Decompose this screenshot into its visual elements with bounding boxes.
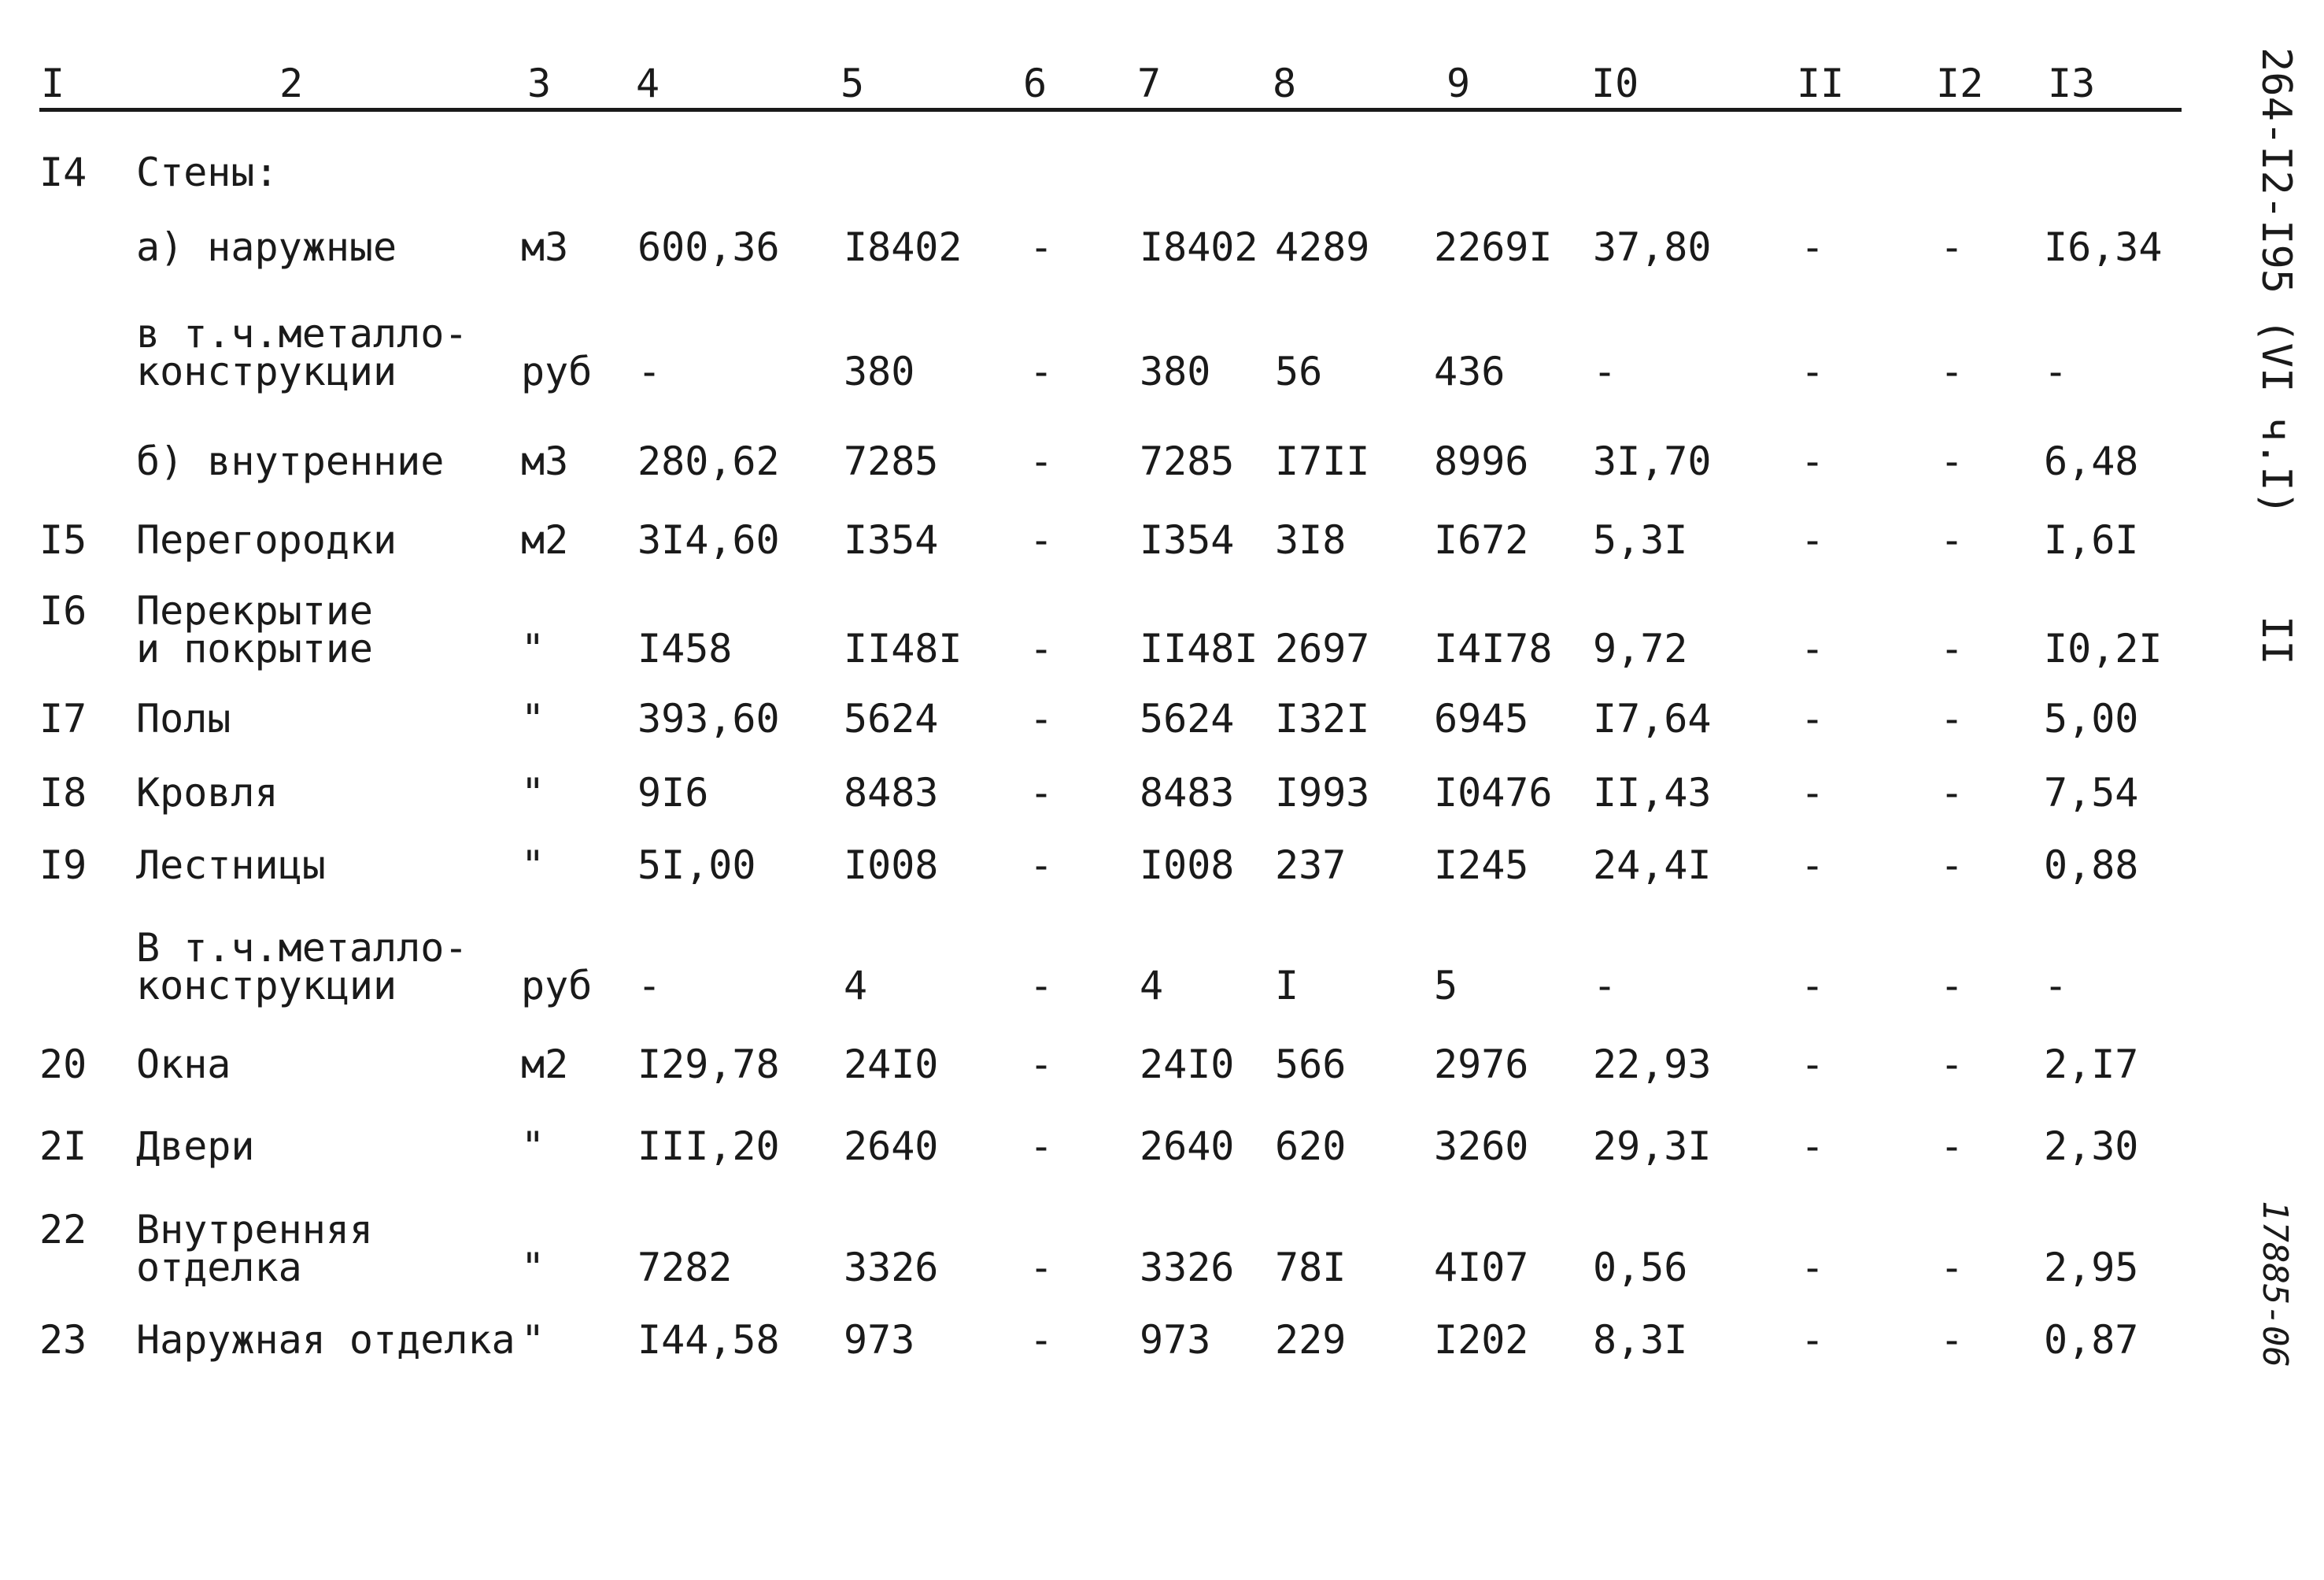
table-cell: 78I (1275, 1245, 1347, 1290)
table-cell: 24I0 (1140, 1042, 1235, 1087)
table-cell: 3326 (844, 1245, 939, 1290)
table-cell: - (1801, 1317, 1825, 1363)
table-cell: 973 (1140, 1317, 1211, 1363)
row-number: I4 (39, 150, 87, 195)
table-cell: - (1801, 1042, 1825, 1087)
table-cell: - (1940, 1042, 1964, 1087)
table-cell: - (1940, 517, 1964, 563)
table-cell: " (521, 1317, 545, 1363)
table-cell: 2640 (1140, 1123, 1235, 1169)
table-cell: - (1801, 963, 1825, 1008)
table-cell: - (1029, 349, 1054, 394)
table-cell: - (1593, 349, 1617, 394)
table-cell: 56 (1275, 349, 1323, 394)
row-name: б) внутренние (136, 438, 445, 484)
row-number: I5 (39, 517, 87, 563)
table-cell: - (1940, 1317, 1964, 1363)
table-cell: 9I6 (637, 770, 709, 816)
table-cell: I44,58 (637, 1317, 780, 1363)
column-header: I (41, 61, 65, 106)
table-cell: 436 (1434, 349, 1506, 394)
table-cell: 24I0 (844, 1042, 939, 1087)
table-cell: " (521, 770, 545, 816)
table-cell: - (1801, 349, 1825, 394)
table-cell: 380 (1140, 349, 1211, 394)
table-cell: 600,36 (637, 224, 780, 270)
table-cell: 4 (844, 963, 868, 1008)
table-cell: I0476 (1434, 770, 1553, 816)
table-cell: - (2044, 349, 2068, 394)
table-cell: руб (521, 963, 593, 1008)
table-cell: м2 (521, 1042, 569, 1087)
table-cell: - (1940, 1123, 1964, 1169)
row-name: Перекрытие (136, 588, 374, 634)
table-cell: 566 (1275, 1042, 1347, 1087)
table-cell: 5 (1434, 963, 1458, 1008)
row-name: Внутренняя (136, 1207, 374, 1253)
table-cell: I6,34 (2044, 224, 2163, 270)
table-cell: м3 (521, 438, 569, 484)
table-cell: II48I (1140, 626, 1258, 672)
row-name: Двери (136, 1123, 255, 1169)
table-cell: 393,60 (637, 696, 780, 742)
row-number: I6 (39, 588, 87, 634)
table-cell: - (637, 349, 662, 394)
row-name: и покрытие (136, 626, 374, 672)
table-cell: - (1940, 770, 1964, 816)
table-cell: 7282 (637, 1245, 733, 1290)
row-name: В т.ч.металло- (136, 925, 468, 971)
table-cell: I8402 (844, 224, 962, 270)
table-cell: 6945 (1434, 696, 1529, 742)
column-header: 3 (527, 61, 552, 106)
table-cell: 2269I (1434, 224, 1553, 270)
table-cell: I202 (1434, 1317, 1529, 1363)
table-cell: - (1029, 626, 1054, 672)
table-cell: 380 (844, 349, 915, 394)
table-cell: - (1029, 963, 1054, 1008)
table-cell: I008 (1140, 842, 1235, 888)
table-cell: - (1801, 626, 1825, 672)
table-cell: 237 (1275, 842, 1347, 888)
table-cell: 24,4I (1593, 842, 1712, 888)
table-cell: 4I07 (1434, 1245, 1529, 1290)
column-header: 2 (279, 61, 304, 106)
row-name: конструкции (136, 349, 397, 394)
table-cell: 0,88 (2044, 842, 2139, 888)
column-header: II (1797, 61, 1845, 106)
table-cell: 2,30 (2044, 1123, 2139, 1169)
table-cell: 2,95 (2044, 1245, 2139, 1290)
table-cell: " (521, 1123, 545, 1169)
table-cell: - (1029, 1245, 1054, 1290)
table-cell: - (1801, 438, 1825, 484)
table-cell: I32I (1275, 696, 1370, 742)
table-cell: 280,62 (637, 438, 780, 484)
table-cell: - (1029, 1042, 1054, 1087)
table-cell: I008 (844, 842, 939, 888)
table-cell: " (521, 842, 545, 888)
table-cell: - (1940, 1245, 1964, 1290)
table-cell: I672 (1434, 517, 1529, 563)
table-cell: - (1801, 770, 1825, 816)
table-cell: 4289 (1275, 224, 1370, 270)
table-cell: " (521, 626, 545, 672)
table-cell: I4I78 (1434, 626, 1553, 672)
page-number: II (2252, 616, 2300, 665)
column-header: 5 (841, 61, 865, 106)
row-number: I7 (39, 696, 87, 742)
table-cell: - (1029, 770, 1054, 816)
table-cell: " (521, 696, 545, 742)
row-name: Кровля (136, 770, 279, 816)
table-cell: 7,54 (2044, 770, 2139, 816)
table-cell: I7,64 (1593, 696, 1712, 742)
table-cell: 3326 (1140, 1245, 1235, 1290)
table-cell: - (1801, 696, 1825, 742)
table-cell: 620 (1275, 1123, 1347, 1169)
table-cell: II,43 (1593, 770, 1712, 816)
table-cell: м2 (521, 517, 569, 563)
row-number: I9 (39, 842, 87, 888)
table-cell: 973 (844, 1317, 915, 1363)
table-cell: 5,00 (2044, 696, 2139, 742)
table-cell: I354 (844, 517, 939, 563)
table-cell: 29,3I (1593, 1123, 1712, 1169)
table-cell: 5,3I (1593, 517, 1688, 563)
column-header: 6 (1023, 61, 1047, 106)
table-cell: 3260 (1434, 1123, 1529, 1169)
header-rule (39, 108, 2182, 112)
table-cell: - (1801, 1245, 1825, 1290)
row-number: 2I (39, 1123, 87, 1169)
column-header: 8 (1273, 61, 1297, 106)
table-cell: - (1940, 626, 1964, 672)
table-cell: I (1275, 963, 1299, 1008)
table-cell: - (1940, 696, 1964, 742)
row-number: 23 (39, 1317, 87, 1363)
table-cell: - (1029, 696, 1054, 742)
table-cell: " (521, 1245, 545, 1290)
table-cell: - (1801, 1123, 1825, 1169)
table-cell: 3I4,60 (637, 517, 780, 563)
row-name: Стены: (136, 150, 279, 195)
table-cell: - (1029, 1317, 1054, 1363)
table-cell: - (1940, 349, 1964, 394)
table-cell: руб (521, 349, 593, 394)
table-cell: - (1940, 224, 1964, 270)
row-name: отделка (136, 1245, 302, 1290)
table-cell: I458 (637, 626, 733, 672)
row-name: Перегородки (136, 517, 397, 563)
table-cell: - (1940, 963, 1964, 1008)
table-cell: - (1029, 1123, 1054, 1169)
table-cell: III,20 (637, 1123, 780, 1169)
row-name: Окна (136, 1042, 231, 1087)
table-cell: - (1029, 438, 1054, 484)
table-cell: 5I,00 (637, 842, 756, 888)
table-cell: I993 (1275, 770, 1370, 816)
column-header: I3 (2048, 61, 2096, 106)
table-cell: I0,2I (2044, 626, 2163, 672)
table-cell: 0,56 (1593, 1245, 1688, 1290)
row-name: Лестницы (136, 842, 326, 888)
table-cell: 0,87 (2044, 1317, 2139, 1363)
row-name: в т.ч.металло- (136, 311, 468, 357)
table-cell: I29,78 (637, 1042, 780, 1087)
row-number: 20 (39, 1042, 87, 1087)
column-header: 9 (1446, 61, 1471, 106)
table-cell: - (1940, 842, 1964, 888)
table-cell: - (1593, 963, 1617, 1008)
row-name: конструкции (136, 963, 397, 1008)
document-code: 264-I2-I95 (VI ч.I) (2252, 47, 2300, 516)
table-cell: I245 (1434, 842, 1529, 888)
table-cell: 2640 (844, 1123, 939, 1169)
table-cell: II48I (844, 626, 962, 672)
table-cell: - (637, 963, 662, 1008)
table-cell: 9,72 (1593, 626, 1688, 672)
column-header: I2 (1936, 61, 1984, 106)
table-cell: - (1801, 517, 1825, 563)
table-cell: 3I,70 (1593, 438, 1712, 484)
column-header: 7 (1137, 61, 1162, 106)
table-cell: 8,3I (1593, 1317, 1688, 1363)
table-cell: 229 (1275, 1317, 1347, 1363)
table-cell: - (1940, 438, 1964, 484)
row-name: а) наружные (136, 224, 397, 270)
table-cell: I,6I (2044, 517, 2139, 563)
table-cell: - (1801, 224, 1825, 270)
table-cell: 2976 (1434, 1042, 1529, 1087)
table-cell: 8996 (1434, 438, 1529, 484)
table-cell: 7285 (1140, 438, 1235, 484)
row-name: Полы (136, 696, 231, 742)
table-cell: 6,48 (2044, 438, 2139, 484)
archive-number: 17885-06 (2255, 1201, 2295, 1367)
table-cell: 2697 (1275, 626, 1370, 672)
table-cell: - (1029, 224, 1054, 270)
table-cell: 8483 (844, 770, 939, 816)
table-cell: 2,I7 (2044, 1042, 2139, 1087)
table-cell: 22,93 (1593, 1042, 1712, 1087)
table-cell: - (1029, 842, 1054, 888)
table-cell: 8483 (1140, 770, 1235, 816)
table-cell: I7II (1275, 438, 1370, 484)
table-cell: - (1029, 517, 1054, 563)
table-cell: 7285 (844, 438, 939, 484)
table-cell: - (2044, 963, 2068, 1008)
row-number: I8 (39, 770, 87, 816)
table-cell: 37,80 (1593, 224, 1712, 270)
table-cell: 4 (1140, 963, 1164, 1008)
table-cell: - (1801, 842, 1825, 888)
table-cell: 3I8 (1275, 517, 1347, 563)
table-cell: 5624 (844, 696, 939, 742)
table-cell: I8402 (1140, 224, 1258, 270)
row-name: Наружная отделка (136, 1317, 515, 1363)
column-header: I0 (1591, 61, 1639, 106)
table-cell: I354 (1140, 517, 1235, 563)
table-cell: 5624 (1140, 696, 1235, 742)
table-cell: м3 (521, 224, 569, 270)
column-header: 4 (636, 61, 660, 106)
row-number: 22 (39, 1207, 87, 1253)
